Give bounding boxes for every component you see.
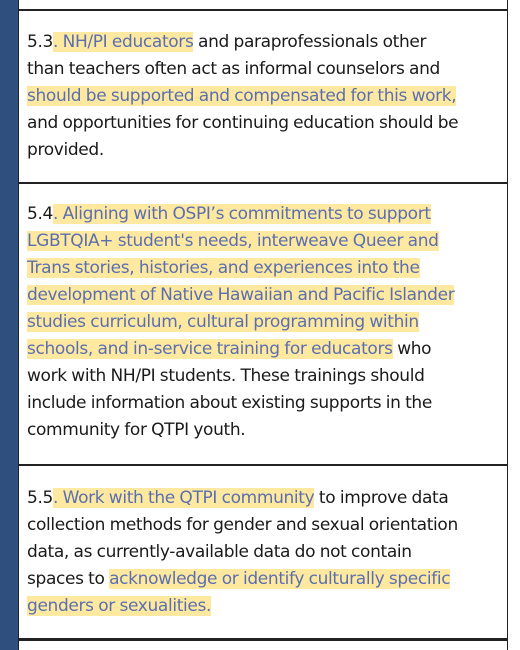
body-text: to improve data [314,488,449,508]
text-line [27,282,502,309]
highlighted-text: Trans stories, histories, and experiences into the [27,258,420,278]
text-line [27,539,502,566]
highlighted-text: development of Native Hawaiian and Pacific Islander [27,285,455,305]
body-text: spaces to [27,569,110,589]
text-line [27,255,502,282]
highlighted-text: . Work with the QTPI community [53,488,315,508]
body-text: provided. [27,140,104,160]
text-line [27,363,502,390]
highlighted-text: . NH/PI educators [53,32,194,52]
text-line [27,228,502,255]
body-text: 5.5 [27,488,53,508]
row-divider-bottom [18,638,508,641]
body-text: data, as currently-available data do not contain [27,542,412,562]
text-line [27,137,502,164]
highlighted-text: schools, and in-service training for educators [27,339,393,359]
highlighted-text: should be supported and compensated for this work, [27,86,457,106]
text-line [27,201,502,228]
body-text: who [392,339,432,359]
text-line [27,512,502,539]
highlighted-text: LGBTQIA+ student's needs, interweave Queer and [27,231,439,251]
recommendation-5-5 [27,485,502,620]
body-text: collection methods for gender and sexual orientation [27,515,458,535]
text-line [27,83,502,110]
body-text: than teachers often act as informal counselors and [27,59,440,79]
text-line [27,309,502,336]
text-line [27,593,502,620]
body-text: and opportunities for continuing education should be [27,113,459,133]
text-line [27,485,502,512]
text-line [27,566,502,593]
highlighted-text: acknowledge or identify culturally specific [109,569,451,589]
row-divider-top [18,9,508,11]
row-divider-2 [18,464,508,466]
text-line [27,417,502,444]
highlighted-text: studies curriculum, cultural programming within [27,312,419,332]
recommendation-5-3 [27,29,502,164]
text-line [27,56,502,83]
text-line [27,110,502,137]
left-accent-bar [0,0,18,650]
text-line [27,390,502,417]
body-text: include information about existing supports in the [27,393,432,413]
text-line [27,336,502,363]
body-text: 5.3 [27,32,53,52]
body-text: community for QTPI youth. [27,420,246,440]
body-text: work with NH/PI students. These trainings should [27,366,425,386]
body-text: 5.4 [27,204,53,224]
body-text: and paraprofessionals other [193,32,427,52]
recommendation-5-4 [27,201,502,444]
text-line [27,29,502,56]
row-divider-1 [18,182,508,184]
highlighted-text: genders or sexualities. [27,596,212,616]
highlighted-text: . Aligning with OSPI’s commitments to support [53,204,431,224]
